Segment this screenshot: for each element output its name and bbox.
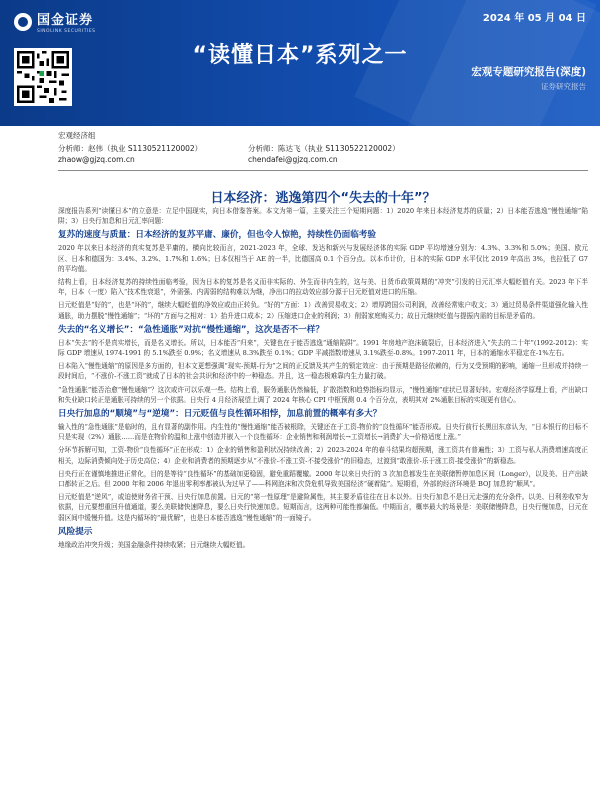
section-boj-hike — [58, 408, 588, 523]
section-risk — [58, 526, 588, 550]
series-title: “读懂日本”系列之一 — [192, 43, 408, 68]
paragraph: 分环节拆解可知，工资-物价“良性循环”正在形成：1）企业的销售和盈利状况持续改善；2）2023-2024 年的春斗结果均超预期，涨工资共有普遍性；3）工资与私人消费增速高度正相关，边际消费倾向处于历史高位；4）企业和消费者的预期逐步从“不涨价-不涨工资-不接受涨价”的旧稳态，过渡到“敢涨价-乐于涨工资-接受涨价”的新稳态。 — [58, 446, 588, 465]
analyst-1-email[interactable]: zhaow@gjzq.com.cn — [58, 155, 135, 164]
paragraph: 日本“失去”的不是真实增长，而是名义增长。所以，日本能否“归来”，关键也在于能否逃逸“通缩陷阱”。1991 年房地产泡沫破裂后，日本经济进入“失去的二十年”(1992-2012)：实际 GDP 增速从 1974-1991 的 5.1%跌至 0.9%；名义增速从 8.3%跌至 0.1%；GDP 平减指数增速从 3.1%跌至-0.8%。1997-2011 年，日本的通缩水平稳定在-1%左右。 — [58, 338, 588, 358]
section-nominal-growth — [58, 324, 588, 405]
report-date: 2024 年 05 月 04 日 — [482, 13, 586, 24]
report-category: 证券研究报告 — [541, 82, 586, 91]
paragraph: 输入性的“急性通胀”是临时的，且有显著的副作用。内生性的“慢性通缩”能否被根除，关键还在于工资-物价的“良性循环”能否形成。日央行前行长黑田东彦认为，“日本银行的目标不只是实现（2%）通胀……而是在物价的温和上涨中创造并嵌入一个良性循环：企业销售和利润增长→工资增长→消费扩大→价格适度上涨。” — [58, 423, 588, 442]
section-heading: 复苏的速度与质量：日本经济的复苏平庸、廉价，但也令人惊艳，持续性仍面临考验 — [58, 230, 376, 241]
section-recovery — [58, 229, 588, 320]
report-type: 宏观专题研究报告(深度) — [471, 66, 586, 78]
intro-paragraph: 深度报告系列“读懂日本”的立意是：立足中国现实，向日本借鉴答案。本文为第一篇，主要关注三个短期问题：1）2020 年来日本经济复苏的质量；2）日本能否逃逸“慢性通缩”陷阱；3）日央行加息和日元汇率问题： — [58, 207, 588, 226]
divider — [58, 170, 588, 171]
author-row — [58, 143, 578, 165]
report-body — [58, 206, 588, 553]
paragraph: 日元贬值是“逆风”，或迫使财务省干预、日央行加息前置。日元的“第一性原理”是避险属性，其主要矛盾往往在日本以外。日央行加息不是日元走强的充分条件。以美、日利差收窄为依据，日元要想重回升值通道，要么美联储快速降息，要么日央行快速加息。短期而言，这两种可能性都偏低。中期而言，概率最大的场景是：美联储慢降息，日央行慢加息，日元在弱区间中缓慢升值。这是内循环的“最优解”，也是日本能否逃逸“慢性通缩”的一面镜子。 — [58, 493, 588, 522]
paragraph: 日元贬值是“好的”，也是“坏的”，继续大幅贬值的净效应或由正转负。“好的”方面：1）改善贸易收支；2）增厚跨国公司利润，改善经常账户收支；3）通过贸易条件渠道强化输入性通胀，助力摆脱“慢性通缩”；“坏的”方面与之相对：1）抬升进口成本；2）压缩进口企业的利润；3）削弱家庭购买力；故日元继续贬值与提振内需的目标是矛盾的。 — [58, 301, 588, 320]
research-group: 宏观经济组 — [58, 131, 96, 140]
author-block — [58, 130, 578, 165]
report-title: 日本经济：逃逸第四个“失去的十年”？ — [210, 191, 436, 206]
analyst-1: 分析师：赵伟（执业 S1130521120002） — [58, 144, 203, 153]
analyst-2-email[interactable]: chendafei@gjzq.com.cn — [248, 155, 338, 164]
paragraph: 地缘政治冲突升级；美国金融条件持续收紧；日元继续大幅贬值。 — [58, 540, 250, 549]
analyst-2: 分析师：陈达飞（执业 S1130522120002） — [248, 144, 400, 153]
company-logo — [14, 9, 96, 34]
section-heading: 风险提示 — [58, 526, 93, 537]
paragraph: “急性通胀”能否治愈“慢性通缩”？这次或许可以乐观一些。结构上看，服务通胀仍然偏低，扩散指数和趋势指标均显示，“慢性通缩”症状已显著好转。宏观经济学原理上看，产出缺口和失业缺口转正是通胀可持续的另一个依据。日央行 4 月经济展望上调了 2024 年核心 CPI 中枢预测 0.4 个百分点，表明其对 2%通胀目标的实现更有信心。 — [58, 385, 588, 404]
paragraph: 2020 年以来日本经济的真实复苏是平庸的。横向比较而言，2021-2023 年，全球、发达和新兴与发展经济体的实际 GDP 平均增速分别为：4.3%、3.3%和 5.0%；美国、欧元区、日本和德国为：3.4%、3.2%、1.7%和 1.6%；日本仅相当于 AE 的一半，比德国高 0.1 个百分点。以本币计价，日本的实际 GDP 水平仅比 2019 年高出 3%，也拉低了 G7 的平均值。 — [58, 244, 588, 273]
logo-icon — [14, 13, 32, 31]
qr-code-icon — [14, 48, 72, 106]
paragraph: 日本陷入“慢性通缩”的原因是多方面的，但本文更想强调“现实-预期-行为”之间的正反馈及其产生的锁定效应：由于预期是路径依赖的，行为又受预期的影响，通缩一旦形成并持续一段时间后，“不涨价-不涨工资”就成了日本的社会共识和经济中的一种稳态。并且，这一稳态极难靠内生力量打破。 — [58, 362, 588, 381]
section-heading: 日央行加息的“顺境”与“逆境”：日元贬值与良性循环相悖，加息前置的概率有多大？ — [58, 409, 382, 420]
paragraph: 日央行正在谨慎地推进正常化，目的是等待“良性循环”的基础加更稳固，避免重蹈覆辙。2000 年以来日央行的 3 次加息都发生在美联储暂停加息区间（Longer），以及美、日产出缺口都转正之后。但 2000 年和 2006 年退出零利率都被认为过早了——科网泡沫和次贷危机导致美国经济“硬着陆”。短期看，外部的经济环境是 BOJ 加息的“顺风”。 — [58, 469, 588, 489]
section-heading: 失去的“名义增长”：“急性通胀”对抗“慢性通缩”，这次是否不一样？ — [58, 324, 324, 335]
header-banner — [0, 0, 600, 126]
logo-subtext: SINOLINK SECURITIES — [37, 29, 96, 34]
paragraph: 结构上看，日本经济复苏的持续性面临考验，因为日本的复苏是名义而非实际的、外生而非内生的，这与美、日货币政策周期的“冲突”引发的日元汇率大幅贬值有关。2023 年下半年，日本（一度）陷入“技术性衰退”，外需强、内需弱的结构难以为继，净出口的拉动效应部分源于日元贬值对进口的压缩。 — [58, 278, 588, 297]
logo-text: 国金证券 — [37, 13, 94, 28]
